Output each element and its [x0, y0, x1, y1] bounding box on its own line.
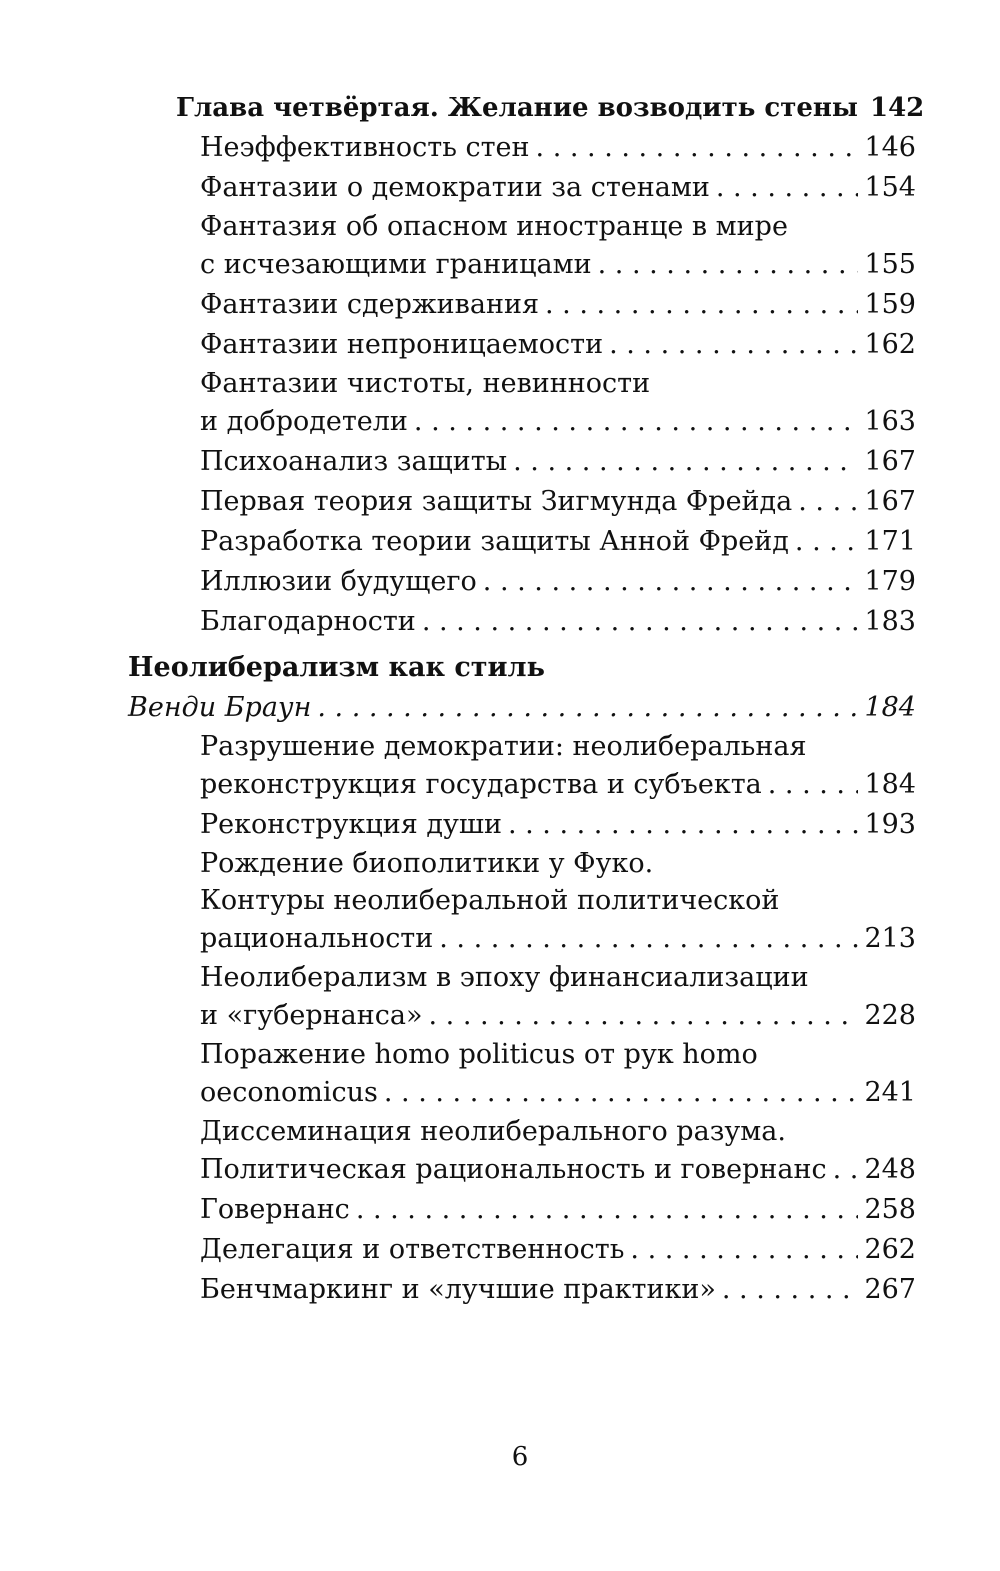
toc-entry-page: 213	[864, 923, 916, 954]
toc-entry-row	[200, 602, 916, 642]
leader-dots	[422, 602, 859, 642]
toc-entry	[200, 208, 916, 285]
leader-dots	[536, 128, 859, 168]
leader-dots	[795, 522, 859, 562]
toc-entry-title: и добродетели	[200, 406, 408, 437]
toc-entry-page: 159	[864, 289, 916, 320]
toc-entry-title: Неэффективность стен	[200, 132, 530, 163]
toc-entry-page: 184	[864, 769, 916, 800]
toc-entry-row	[200, 402, 916, 442]
leader-dots	[483, 562, 859, 602]
leader-dots	[384, 1073, 859, 1113]
toc-entry-page: 193	[864, 809, 916, 840]
leader-dots	[414, 402, 859, 442]
leader-dots	[716, 168, 859, 208]
toc-entry-row	[200, 325, 916, 365]
toc-entry-page: 167	[864, 486, 916, 517]
leader-dots	[317, 688, 858, 728]
toc-entry-page: 228	[864, 1000, 916, 1031]
leader-dots	[722, 1270, 859, 1310]
leader-dots	[609, 325, 858, 365]
toc-entry-row	[200, 1270, 916, 1310]
toc-entry-row	[200, 168, 916, 208]
toc-entry	[200, 805, 916, 845]
toc-entry-row	[200, 285, 916, 325]
toc-entry-title: Реконструкция души	[200, 809, 502, 840]
toc-entry-page: 146	[864, 132, 916, 163]
toc-entry	[200, 128, 916, 168]
toc-entry	[200, 325, 916, 365]
toc-entry-title: и «губернанса»	[200, 1000, 423, 1031]
toc-entry	[200, 285, 916, 325]
leader-dots	[428, 996, 858, 1036]
leader-dots	[768, 765, 859, 805]
toc-entry-page: 183	[864, 606, 916, 637]
chapter-page: 142	[869, 93, 925, 123]
toc-entry-title-line: Разрушение демократии: неолиберальная	[200, 731, 807, 762]
toc-entry-title: Первая теория защиты Зигмунда Фрейда	[200, 486, 793, 517]
chapter-heading	[176, 88, 925, 128]
toc-entry-title: Психоанализ защиты	[200, 446, 508, 477]
toc-entry	[200, 1036, 916, 1113]
page-number: 6	[511, 1442, 529, 1472]
section-page: 184	[864, 692, 916, 723]
toc-entry-title: oeconomicus	[200, 1077, 378, 1108]
toc-entry-page: 171	[864, 526, 916, 557]
toc-entry-row	[200, 1230, 916, 1270]
toc-entry-title-line: Контуры неолиберальной политической	[200, 885, 780, 916]
section-entries	[128, 728, 916, 1310]
toc-entry-row	[200, 996, 916, 1036]
chapter-entries	[128, 128, 916, 642]
toc-entry	[200, 442, 916, 482]
table-of-contents	[128, 88, 925, 1310]
toc-entry-page: 162	[864, 329, 916, 360]
leader-dots	[508, 805, 858, 845]
toc-entry-title-line: Рождение биополитики у Фуко.	[200, 848, 654, 879]
toc-entry-row	[200, 765, 916, 805]
toc-entry	[200, 845, 916, 959]
toc-entry-row	[200, 128, 916, 168]
leader-dots	[545, 285, 858, 325]
toc-entry-row	[200, 1150, 916, 1190]
toc-entry-row	[200, 1190, 916, 1230]
leader-dots	[439, 919, 858, 959]
toc-entry-title-line: Неолиберализм в эпоху финансиализации	[200, 962, 809, 993]
toc-entry-title: Фантазии непроницаемости	[200, 329, 604, 360]
chapter-title: Глава четвёртая. Желание возводить стены	[176, 93, 858, 123]
toc-entry	[200, 1230, 916, 1270]
toc-entry	[200, 1190, 916, 1230]
toc-entry	[200, 1113, 916, 1190]
toc-entry-page: 155	[864, 249, 916, 280]
toc-entry-page: 163	[864, 406, 916, 437]
section-author: Венди Браун	[128, 692, 312, 723]
toc-entry-row	[200, 1073, 916, 1113]
toc-entry-page: 262	[864, 1234, 916, 1265]
toc-entry-title: Говернанс	[200, 1194, 350, 1225]
toc-entry-title: Благодарности	[200, 606, 416, 637]
toc-entry-title: рациональности	[200, 923, 434, 954]
toc-entry-title: реконструкция государства и субъекта	[200, 769, 762, 800]
toc-entry-page: 154	[864, 172, 916, 203]
toc-entry-title: Разработка теории защиты Анной Фрейд	[200, 526, 789, 557]
toc-entry-title: Фантазии о демократии за стенами	[200, 172, 710, 203]
leader-dots	[833, 1150, 859, 1190]
toc-entry	[200, 168, 916, 208]
toc-entry-title-line: Фантазии чистоты, невинности	[200, 368, 651, 399]
toc-entry-row	[200, 805, 916, 845]
toc-entry	[200, 1270, 916, 1310]
leader-dots	[630, 1230, 858, 1270]
toc-entry-title-line: Диссеминация неолиберального разума.	[200, 1116, 786, 1147]
toc-entry-title-line: Поражение homo politicus от рук homo	[200, 1039, 758, 1070]
toc-entry	[200, 482, 916, 522]
toc-entry-row	[200, 245, 916, 285]
toc-entry	[200, 728, 916, 805]
leader-dots	[356, 1190, 859, 1230]
toc-entry-title-line: Фантазия об опасном иностранце в мире	[200, 211, 788, 242]
toc-entry-title: Фантазии сдерживания	[200, 289, 540, 320]
toc-entry-row	[200, 562, 916, 602]
section-title: Неолиберализм как стиль	[128, 652, 545, 683]
toc-entry-page: 179	[864, 566, 916, 597]
leader-dots	[513, 442, 858, 482]
toc-entry	[200, 365, 916, 442]
toc-entry-row	[200, 482, 916, 522]
toc-entry-title: Иллюзии будущего	[200, 566, 477, 597]
toc-entry	[200, 959, 916, 1036]
toc-entry	[200, 562, 916, 602]
toc-entry-title: с исчезающими границами	[200, 249, 592, 280]
toc-entry	[200, 602, 916, 642]
toc-entry-page: 167	[864, 446, 916, 477]
toc-entry-row	[200, 442, 916, 482]
toc-entry-title: Политическая рациональность и говернанс	[200, 1154, 827, 1185]
toc-entry-title: Бенчмаркинг и «лучшие практики»	[200, 1274, 716, 1305]
toc-entry-title: Делегация и ответственность	[200, 1234, 625, 1265]
section-author-line	[128, 688, 916, 728]
toc-entry-row	[200, 919, 916, 959]
leader-dots	[798, 482, 858, 522]
toc-entry-page: 258	[864, 1194, 916, 1225]
leader-dots	[598, 245, 859, 285]
toc-entry	[200, 522, 916, 562]
toc-entry-page: 267	[864, 1274, 916, 1305]
toc-entry-page: 248	[864, 1154, 916, 1185]
toc-entry-row	[200, 522, 916, 562]
toc-entry-page: 241	[864, 1077, 916, 1108]
